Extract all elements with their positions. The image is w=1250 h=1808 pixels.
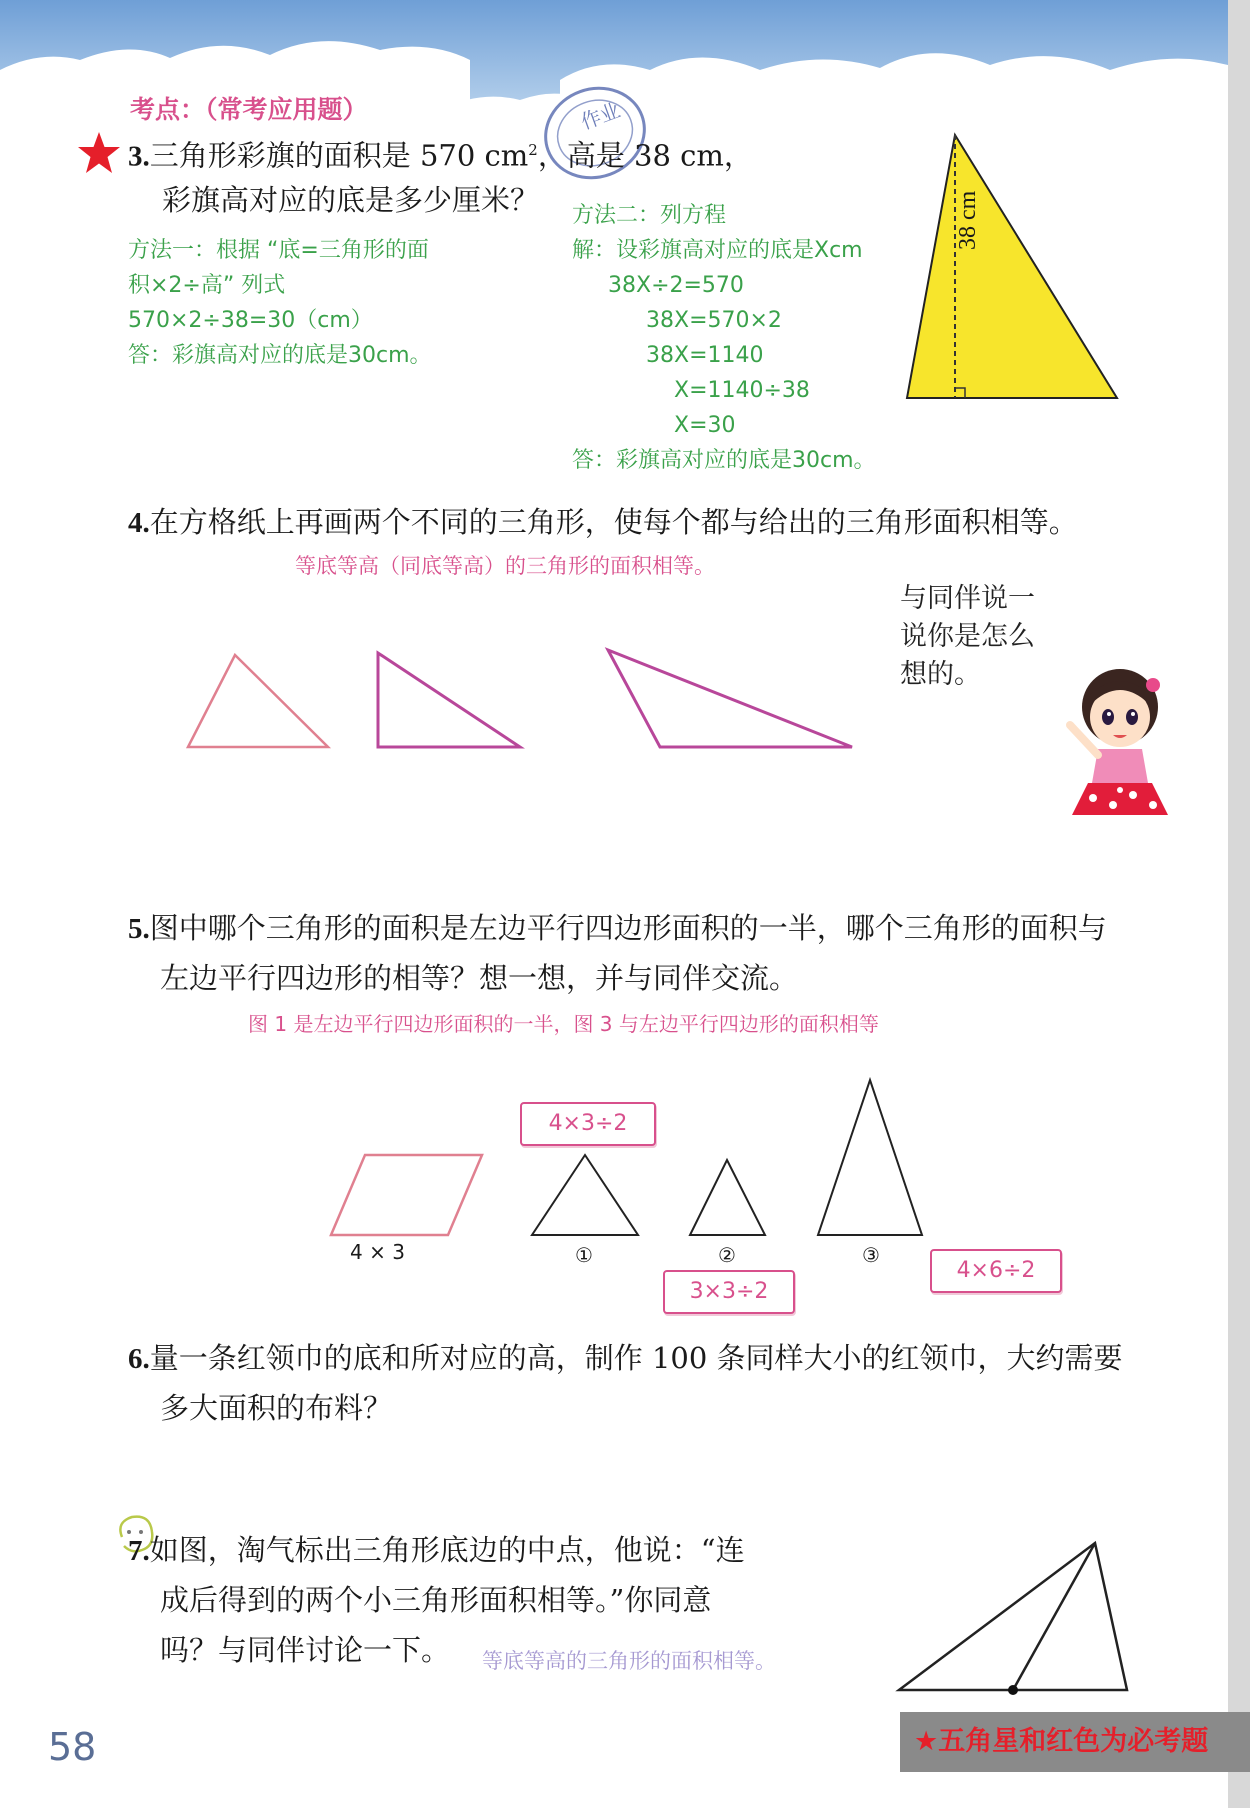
footer-legend-tab: ★五角星和红色为必考题: [900, 1712, 1250, 1772]
q3-method1-line: 方法一：根据 “底=三角形的面: [128, 238, 429, 263]
q6-line1: [128, 1333, 1123, 1384]
q3-method2-line: 解：设彩旗高对应的底是Xcm: [572, 238, 863, 263]
q7-line3: 吗？与同伴讨论一下。: [160, 1633, 451, 1667]
q3-method2-line: 38X=570×2: [646, 308, 782, 333]
midpoint-dot: [1008, 1685, 1018, 1695]
q6-line2: 多大面积的布料？: [160, 1391, 393, 1425]
q5-line1-text: 图中哪个三角形的面积是左边平行四边形面积的一半，哪个三角形的面积与: [149, 911, 1107, 945]
speech-line: 想的。: [900, 659, 981, 690]
triangle-2: [690, 1160, 765, 1235]
page-edge-shadow: [1228, 0, 1250, 1808]
speech-line: 与同伴说一: [900, 583, 1035, 614]
stamp-text: 作业: [577, 97, 624, 135]
q5-number: 5.: [128, 913, 150, 945]
given-triangle: [188, 655, 328, 747]
parallelogram: [331, 1155, 482, 1235]
q7-line1-text: 如图，淘气标出三角形底边的中点，他说：“连: [149, 1533, 745, 1567]
q3-line2: 彩旗高对应的底是多少厘米？: [162, 183, 540, 217]
q4-triangles-figure: [180, 645, 860, 760]
drawn-triangle-2: [608, 650, 852, 747]
big-triangle: [899, 1543, 1127, 1690]
q5-answer-note: 图 1 是左边平行四边形面积的一半，图 3 与左边平行四边形的面积相等: [248, 1012, 879, 1036]
q5-line2: 左边平行四边形的相等？想一想，并与同伴交流。: [160, 961, 799, 995]
q6-line1-text: 量一条红领巾的底和所对应的高，制作 100 条同样大小的红领巾，大约需要: [149, 1341, 1123, 1375]
answer-box-2: 3×3÷2: [663, 1270, 795, 1314]
triangle-1: [532, 1155, 638, 1235]
q4-number: 4.: [128, 507, 150, 539]
q3-method2: [572, 198, 876, 478]
exam-point-tag: （常考应用题）: [205, 95, 368, 124]
q3-method2-line: X=30: [674, 413, 736, 438]
triangle-3: [818, 1080, 922, 1235]
q5-shapes-figure: [320, 1075, 930, 1245]
q7-triangle-figure: [895, 1535, 1135, 1695]
q3-method1-line: 570×2÷38=30（cm）: [128, 308, 373, 333]
q3-method2-line: X=1140÷38: [674, 378, 810, 403]
q3-method1-line: 积×2÷高” 列式: [128, 273, 286, 298]
q3-line1-sup: 2: [528, 141, 538, 159]
q3-line1-b: ，高是 38 cm，: [537, 138, 753, 173]
exam-point-label: 考点：: [130, 95, 206, 124]
q7-line1: [128, 1525, 745, 1576]
speech-bubble: [900, 580, 1035, 694]
page-number: 58: [48, 1725, 97, 1769]
exam-point-heading: [130, 90, 368, 126]
answer-box-1: 4×3÷2: [520, 1102, 656, 1146]
q3-method2-line: 答：彩旗高对应的底是30cm。: [572, 448, 876, 473]
parallelogram-label: 4 × 3: [350, 1240, 405, 1264]
girl-mascot-illustration: [1058, 665, 1178, 835]
q6-number: 6.: [128, 1343, 150, 1375]
q3-method2-line: 38X÷2=570: [608, 273, 744, 298]
q3-number: 3.: [128, 140, 150, 173]
q3-line1-a: 三角形彩旗的面积是 570 cm: [149, 138, 529, 173]
q7-line2: 成后得到的两个小三角形面积相等。”你同意: [160, 1583, 712, 1617]
q4-question: [128, 497, 1078, 548]
drawn-triangle-1: [378, 653, 520, 747]
q3-height-label: 38 cm: [955, 190, 981, 250]
answer-box-3: 4×6÷2: [930, 1249, 1062, 1293]
speech-line: 说你是怎么: [900, 621, 1035, 652]
q3-method2-line: 38X=1140: [646, 343, 764, 368]
fig-label-1: ①: [575, 1243, 593, 1267]
q5-line1: [128, 903, 1107, 954]
q3-yellow-flag-triangle: [895, 130, 1125, 405]
midpoint-line: [1013, 1543, 1095, 1690]
q4-text: 在方格纸上再画两个不同的三角形，使每个都与给出的三角形面积相等。: [149, 505, 1078, 539]
q3-method1: [128, 233, 432, 373]
q4-answer-note: 等底等高（同底等高）的三角形的面积相等。: [295, 554, 715, 578]
q3-method1-line: 答：彩旗高对应的底是30cm。: [128, 343, 432, 368]
fig-label-2: ②: [718, 1243, 736, 1267]
red-star-icon: [76, 130, 122, 176]
q7-answer-note: 等底等高的三角形的面积相等。: [482, 1649, 776, 1673]
fig-label-3: ③: [862, 1243, 880, 1267]
q7-number: 7.: [128, 1535, 150, 1567]
q3-method2-line: 方法二：列方程: [572, 203, 727, 228]
q3-line1: [128, 125, 753, 182]
